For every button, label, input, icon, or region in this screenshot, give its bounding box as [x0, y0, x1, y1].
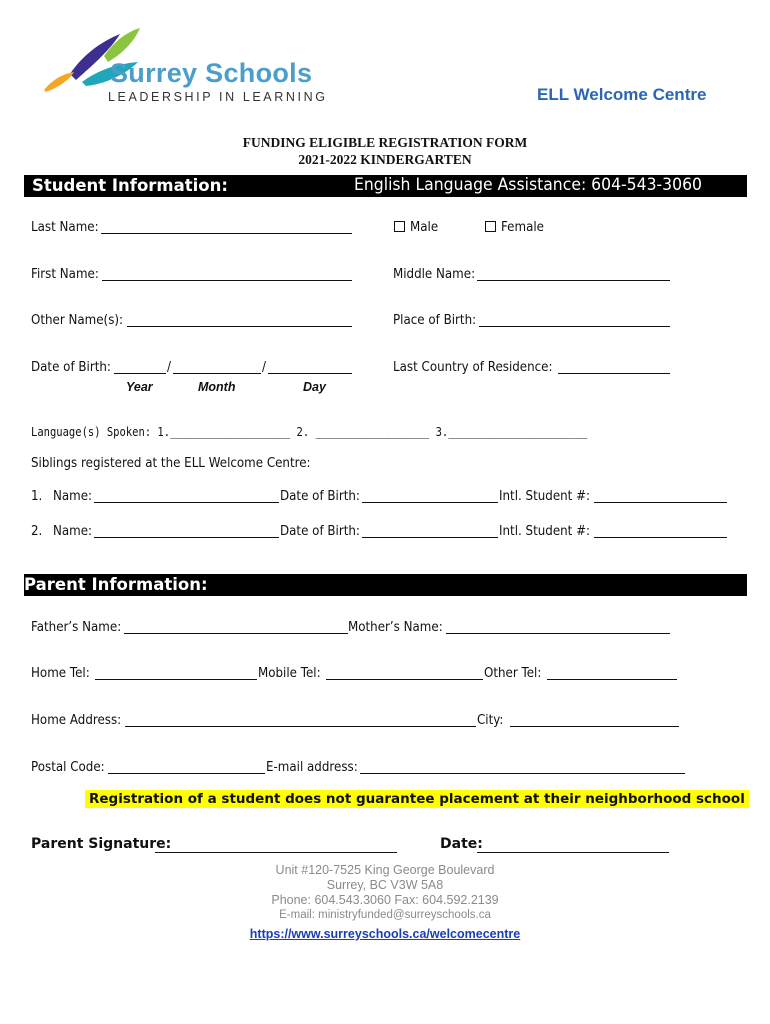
assistance-phone: English Language Assistance: 604-543-3060: [354, 175, 702, 195]
first-name-label: First Name:: [31, 266, 99, 282]
other-tel-field[interactable]: [547, 679, 677, 680]
sibling-1-number: 1.: [31, 488, 43, 504]
sibling-1-dob-label: Date of Birth:: [280, 488, 360, 504]
sibling-1-intl-field[interactable]: [594, 502, 727, 503]
city-label: City:: [477, 712, 504, 728]
other-names-label: Other Name(s):: [31, 312, 124, 328]
siblings-heading: Siblings registered at the ELL Welcome Centre:: [31, 455, 311, 471]
female-checkbox[interactable]: [485, 221, 496, 232]
mothers-name-field[interactable]: [446, 633, 670, 634]
other-tel-label: Other Tel:: [484, 665, 542, 681]
mobile-tel-label: Mobile Tel:: [258, 665, 321, 681]
form-title: FUNDING ELIGIBLE REGISTRATION FORM: [242, 135, 528, 150]
sibling-2-name-field[interactable]: [94, 537, 279, 538]
date-of-birth-label: Date of Birth:: [31, 359, 111, 375]
sibling-1-intl-label: Intl. Student #:: [499, 488, 591, 504]
dob-month-caption: Month: [198, 380, 236, 394]
parent-signature-label: Parent Signature:: [31, 836, 172, 852]
middle-name-label: Middle Name:: [393, 266, 476, 282]
footer-phone: Phone: 604.543.3060 Fax: 604.592.2139: [271, 893, 499, 907]
sibling-1-name-label: Name:: [53, 488, 93, 504]
brand-tagline: LEADERSHIP IN LEARNING: [108, 90, 328, 104]
place-of-birth-field[interactable]: [479, 326, 670, 327]
dob-day-field[interactable]: [268, 373, 352, 374]
dob-slash-2: /: [262, 359, 267, 375]
footer-email: E-mail: ministryfunded@surreyschools.ca: [279, 909, 491, 921]
sibling-2-dob-label: Date of Birth:: [280, 523, 360, 539]
first-name-field[interactable]: [102, 280, 352, 281]
dob-slash-1: /: [167, 359, 172, 375]
email-field[interactable]: [360, 773, 685, 774]
footer-address-line2: Surrey, BC V3W 5A8: [326, 878, 444, 892]
last-name-field[interactable]: [101, 233, 352, 234]
home-address-field[interactable]: [125, 726, 476, 727]
placement-notice: Registration of a student does not guarantee placement at their neighborhood school: [85, 790, 749, 808]
postal-code-label: Postal Code:: [31, 759, 105, 775]
last-country-field[interactable]: [558, 373, 670, 374]
sibling-1-dob-field[interactable]: [362, 502, 498, 503]
last-name-label: Last Name:: [31, 219, 99, 235]
parent-section-title: Parent Information:: [24, 575, 208, 594]
sibling-2-number: 2.: [31, 523, 43, 539]
signature-date-label: Date:: [440, 836, 483, 852]
place-of-birth-label: Place of Birth:: [393, 312, 477, 328]
male-label: Male: [410, 219, 439, 235]
footer-website-link[interactable]: https://www.surreyschools.ca/welcomecentre: [249, 927, 521, 941]
form-subtitle: 2021-2022 KINDERGARTEN: [298, 152, 472, 167]
student-section-title: Student Information:: [32, 176, 228, 195]
parent-section-bar: [24, 574, 747, 596]
sibling-2-intl-label: Intl. Student #:: [499, 523, 591, 539]
footer-address-line1: Unit #120-7525 King George Boulevard: [275, 863, 495, 877]
male-checkbox[interactable]: [394, 221, 405, 232]
postal-code-field[interactable]: [108, 773, 265, 774]
sibling-2-dob-field[interactable]: [362, 537, 498, 538]
sibling-2-name-label: Name:: [53, 523, 93, 539]
dob-year-field[interactable]: [114, 373, 166, 374]
student-section-bar: [24, 175, 747, 197]
sibling-2-intl-field[interactable]: [594, 537, 727, 538]
city-field[interactable]: [510, 726, 679, 727]
fathers-name-label: Father’s Name:: [31, 619, 122, 635]
email-label: E-mail address:: [266, 759, 358, 775]
home-tel-field[interactable]: [95, 679, 257, 680]
dob-day-caption: Day: [303, 380, 326, 394]
middle-name-field[interactable]: [477, 280, 670, 281]
centre-name: ELL Welcome Centre: [537, 85, 707, 104]
home-address-label: Home Address:: [31, 712, 122, 728]
parent-signature-field[interactable]: [155, 852, 397, 853]
sibling-1-name-field[interactable]: [94, 502, 279, 503]
signature-date-field[interactable]: [477, 852, 669, 853]
dob-year-caption: Year: [126, 380, 153, 394]
dob-month-field[interactable]: [173, 373, 261, 374]
fathers-name-field[interactable]: [124, 633, 348, 634]
brand-name: Surrey Schools: [110, 58, 313, 88]
languages-spoken-row[interactable]: Language(s) Spoken: 1.___________________ 2. __________________ 3.______________________: [31, 424, 588, 439]
female-label: Female: [501, 219, 544, 235]
other-names-field[interactable]: [127, 326, 352, 327]
home-tel-label: Home Tel:: [31, 665, 90, 681]
mothers-name-label: Mother’s Name:: [348, 619, 443, 635]
last-country-label: Last Country of Residence:: [393, 359, 553, 375]
mobile-tel-field[interactable]: [326, 679, 483, 680]
